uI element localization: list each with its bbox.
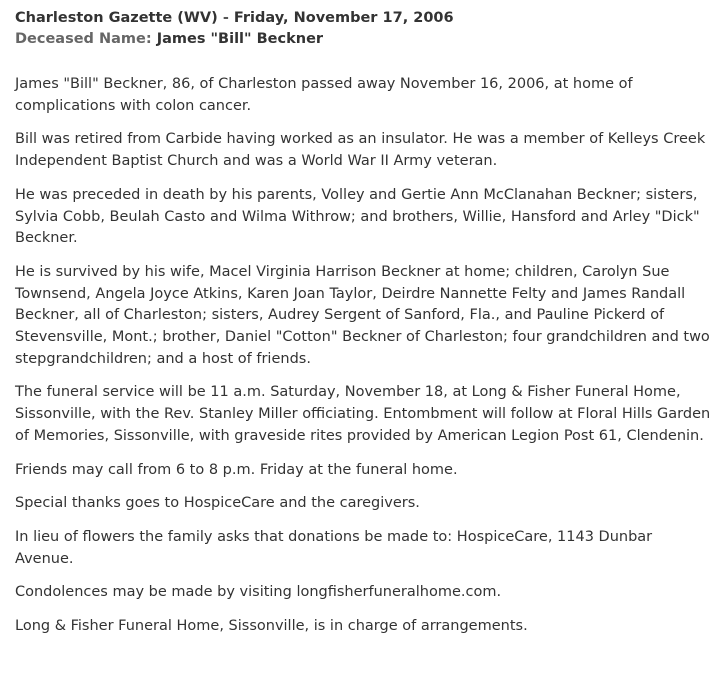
paragraph-arrangements: Long & Fisher Funeral Home, Sissonville, is in charge of arrangements. — [15, 618, 528, 635]
obituary-page — [15, 8, 715, 650]
paragraph-death-notice: James "Bill" Beckner, 86, of Charleston passed away November 16, 2006, at home of complications with colon cancer. — [15, 76, 633, 114]
deceased-line — [15, 29, 715, 50]
publication-date: Friday, November 17, 2006 — [233, 10, 454, 26]
paragraph-survivors: He is survived by his wife, Macel Virginia Harrison Beckner at home; children, Carolyn Sue Townsend, Angela Joyce Atkins, Karen Joan Taylor, Deirdre Nannette Felty and James Randall Beckner, all of Charleston; sisters, Audrey Sergent of Sanford, Fla., and Pauline Pickerd of Stevensville, Mont.; brother, Daniel "Cotton" Beckner of Charleston; four grandchildren and two stepgrandchildren; and a host of friends. — [15, 263, 710, 367]
paragraph-condolences: Condolences may be made by visiting longfisherfuneralhome.com. — [15, 584, 502, 601]
paragraph-career: Bill was retired from Carbide having worked as an insulator. He was a member of Kelleys Creek Independent Baptist Church and was a World War II Army veteran. — [15, 131, 706, 170]
publication-line — [15, 8, 715, 29]
header-separator: - — [217, 10, 234, 26]
paragraph-donations: In lieu of flowers the family asks that donations be made to: HospiceCare, 1143 Dunbar Avenue. — [15, 528, 653, 567]
deceased-label: Deceased Name: — [15, 31, 152, 47]
paragraph-visitation: Friends may call from 6 to 8 p.m. Friday at the funeral home. — [15, 461, 458, 478]
obituary-body — [15, 74, 715, 638]
paragraph-preceded: He was preceded in death by his parents, Volley and Gertie Ann McClanahan Beckner; sisters, Sylvia Cobb, Beulah Casto and Wilma Withrow; and brothers, Willie, Hansford and Arley "Dick" Beckner. — [15, 186, 700, 247]
paragraph-thanks: Special thanks goes to HospiceCare and the caregivers. — [15, 495, 420, 512]
deceased-name: James "Bill" Beckner — [156, 31, 324, 47]
newspaper-name: Charleston Gazette (WV) — [15, 10, 218, 26]
paragraph-funeral-service: The funeral service will be 11 a.m. Saturday, November 18, at Long & Fisher Funeral Home, Sissonville, with the Rev. Stanley Miller officiating. Entombment will follow at Floral Hills Garden of Memories, Sissonville, with graveside rites provided by American Legion Post 61, Clendenin. — [15, 384, 711, 444]
